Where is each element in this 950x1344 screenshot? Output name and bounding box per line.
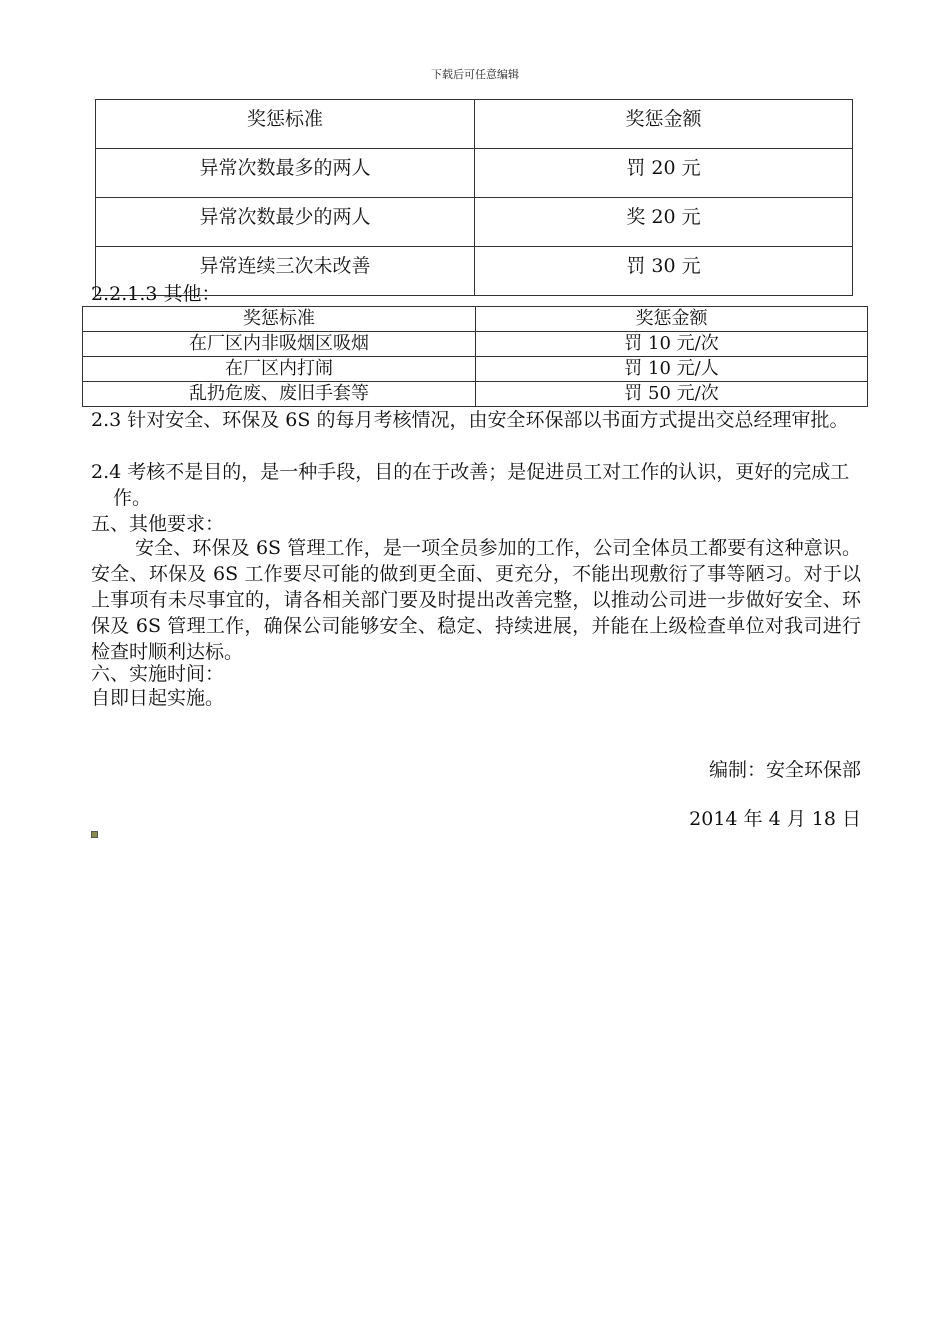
section-5-body: 安全、环保及 6S 管理工作，是一项全员参加的工作，公司全体员工都要有这种意识。安全、环保及 6S 工作要尽可能的做到更全面、更充分，不能出现敷衍了事等陋习。对于以上事项有未尽事宜的，请各相关部门要及时提出改善完整，以推动公司进一步做好安全、环保及 6S 管理工作，确保公司能够安全、稳定、持续进展，并能在上级检查单位对我司进行检查时顺利达标。 (91, 537, 861, 663)
table-header-cell: 奖惩标准 (96, 100, 475, 149)
paragraph-2-4: 2.4 考核不是目的，是一种手段，目的在于改善；是促进员工对工作的认识，更好的完成工作。 (91, 461, 850, 509)
table-row (96, 198, 853, 247)
table-row (83, 357, 868, 382)
table-row (96, 149, 853, 198)
table-cell: 在厂区内非吸烟区吸烟 (83, 332, 476, 357)
table-cell: 罚 10 元/次 (476, 332, 868, 357)
document-date: 2014 年 4 月 18 日 (689, 808, 861, 830)
table-header-row (83, 307, 868, 332)
table-cell: 异常次数最少的两人 (96, 198, 475, 247)
table-row (83, 382, 868, 407)
table-cell: 在厂区内打闹 (83, 357, 476, 382)
compiled-by: 编制：安全环保部 (708, 759, 861, 781)
table-cell: 乱扔危废、废旧手套等 (83, 382, 476, 407)
table-row (83, 332, 868, 357)
table-cell: 异常连续三次未改善 (96, 247, 475, 296)
table-header-cell: 奖惩标准 (83, 307, 476, 332)
table-cell: 罚 30 元 (475, 247, 853, 296)
paragraph-2-3: 2.3 针对安全、环保及 6S 的每月考核情况，由安全环保部以书面方式提出交总经理审批。 (91, 409, 849, 431)
table-cell: 奖 20 元 (475, 198, 853, 247)
page-header-note: 下载后可任意编辑 (431, 68, 519, 81)
reward-penalty-table-1 (95, 99, 853, 296)
table-cell: 罚 50 元/次 (476, 382, 868, 407)
section-heading-5: 五、其他要求： (91, 513, 225, 535)
reward-penalty-table-2 (82, 306, 868, 407)
table-cell: 罚 10 元/人 (476, 357, 868, 382)
table-header-cell: 奖惩金额 (476, 307, 868, 332)
table-cell: 罚 20 元 (475, 149, 853, 198)
table-header-row (96, 100, 853, 149)
table-header-cell: 奖惩金额 (475, 100, 853, 149)
anchor-marker-icon (91, 831, 98, 838)
table-cell: 异常次数最多的两人 (96, 149, 475, 198)
section-heading-2-2-1-3: 2.2.1.3 其他： (91, 283, 221, 305)
section-heading-6: 六、实施时间： (91, 663, 225, 685)
section-6-body: 自即日起实施。 (91, 687, 225, 709)
